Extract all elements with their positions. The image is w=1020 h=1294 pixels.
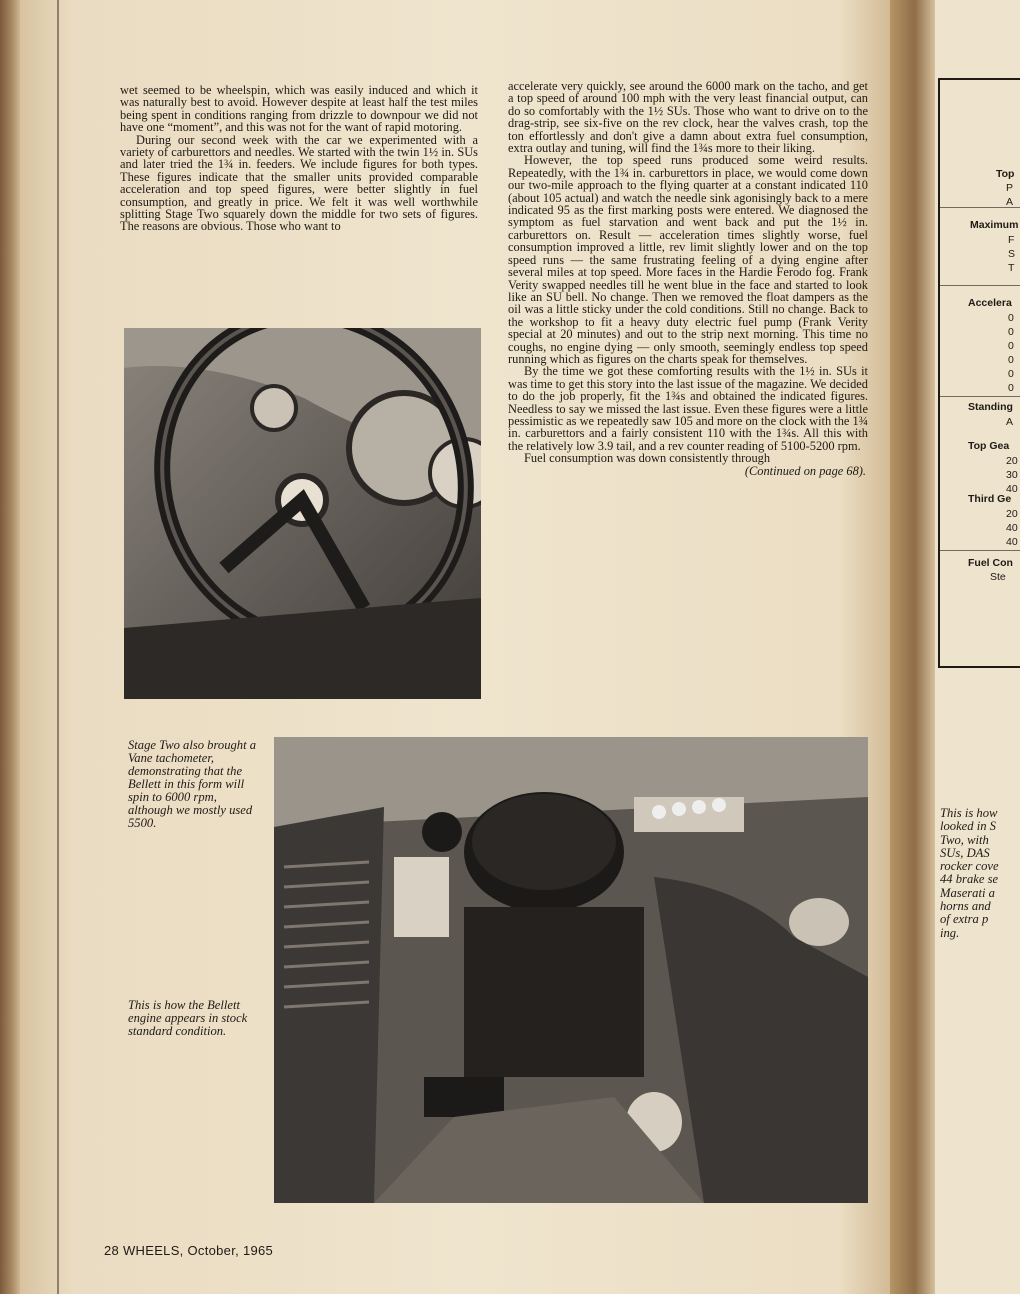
table-fragment: 0	[1008, 326, 1014, 338]
table-fragment: 0	[1008, 312, 1014, 324]
caption-line: Maserati a	[940, 885, 995, 900]
caption-line: This is how	[940, 806, 998, 820]
table-rule	[940, 285, 1020, 286]
caption-stage-two: Stage Two also brought a Vane tachometer, demonstrating that the Bellett in this form will spin to 6000 rpm, although we mostly used 5500.	[128, 738, 257, 830]
table-rule	[940, 396, 1020, 397]
engine-bay-photo	[274, 737, 868, 1203]
article-column-left	[120, 84, 478, 233]
table-fragment: 40	[1006, 483, 1018, 495]
table-fragment: A	[1006, 196, 1014, 208]
paragraph: During our second week with the car we experimented with a variety of carburettors and needles. We started with the twin 1½ in. SUs and later tried the 1¾ in. feeders. We include figures for both types. These figures indicate that the smaller units provided comparable acceleration and top speed figures, were better slightly in fuel consumption, and greatly in price. We felt it was well worthwhile splitting Stage Two squarely down the middle for two sets of figures. The reasons are obvious. Those who want to	[120, 132, 478, 234]
table-fragment: 20	[1006, 455, 1018, 467]
table-label: Fuel Con	[968, 557, 1013, 569]
table-fragment: A	[1006, 416, 1014, 428]
table-fragment: 40	[1006, 522, 1018, 534]
paragraph: accelerate very quickly, see around the 6000 mark on the tacho, and get a top speed of around 100 mph with the very least financial output, can do so comfortably with the 1½ SUs. Those who want to drive on to the drag-strip, see six-five on the rev clock, hear the valves crash, top the ton effortlessly and don't give a damn about extra fuel consumption, extra outlay and tuning, will find the 1¾s more to their liking.	[508, 79, 868, 156]
caption-line: SUs, DAS	[940, 845, 990, 860]
table-fragment: F	[1008, 234, 1015, 246]
table-rule	[940, 550, 1020, 551]
caption-stock-engine: This is how the Bellett engine appears in stock standard condition.	[128, 998, 248, 1038]
table-label: Third Ge	[968, 493, 1012, 505]
caption-line: horns and	[940, 899, 991, 914]
table-fragment: 20	[1006, 508, 1018, 520]
table-fragment: 40	[1006, 536, 1018, 548]
table-label: Standing	[968, 401, 1013, 413]
page-footer: 28 WHEELS, October, 1965	[104, 1243, 274, 1258]
table-fragment: 0	[1008, 340, 1014, 352]
engine-bay-illustration	[274, 737, 868, 1203]
table-label: Top	[996, 168, 1015, 180]
paragraph: wet seemed to be wheelspin, which was easily induced and which it was naturally best to avoid. However despite at least half the test miles being spent in conditions ranging from drizzle to downpour we did not have one “moment”, and this was not for the want of rapid motoring.	[120, 83, 478, 135]
continued-note: (Continued on page 68).	[744, 463, 866, 478]
caption-line: Two, with	[940, 832, 989, 847]
table-fragment: 0	[1008, 368, 1014, 380]
book-edge	[0, 0, 20, 1294]
paragraph: By the time we got these comforting results with the 1½ in. SUs it was time to get this story into the last issue of the magazine. We decided to do the job properly, fit the 1¾s and obtained the indicated figures. Needless to say we missed the last issue. Even these figures were a little pessimistic as we repeatedly saw 105 and more on the clock with the 1¾ in. carburettors and a fairly consistent 110 with the 1¾s. All this with the relatively low 3.9 tail, and a rev counter reading of 5100-5200 rpm.	[508, 364, 868, 453]
page-margin-rule	[57, 0, 59, 1294]
paragraph: Fuel consumption was down consistently through	[524, 451, 771, 466]
table-fragment: 0	[1008, 382, 1014, 394]
table-fragment: 0	[1008, 354, 1014, 366]
article-column-right	[508, 80, 868, 477]
table-label: Accelera	[968, 297, 1012, 309]
caption-line: looked in S	[940, 819, 996, 834]
table-fragment: Ste	[990, 571, 1006, 583]
caption-line: rocker cove	[940, 859, 999, 874]
table-fragment: P	[1006, 182, 1014, 194]
table-fragment: S	[1008, 248, 1016, 260]
table-fragment: T	[1008, 262, 1015, 274]
paragraph: However, the top speed runs produced some weird results. Repeatedly, with the 1¾ in. carburettors in place, we would come down our two-mile approach to the flying quarter at a constant indicated 110 (about 105 actual) and watch the needle sink agonisingly back to a mere indicated 95 as the first marking posts were entered. We diagnosed the symptom as fuel starvation and went back and put the 1½ in. carburettors on. Result — acceleration times slightly worse, fuel consumption improved a little, rev limit slightly lower and on the top speed runs — the same frustrating feeling of a dying engine after several miles at top speed. More faces in the Hardie Ferodo fog. Frank Verity swapped needles till he went blue in the face and started to look like an SU bell. No change. Then we removed the float dampers as the oil was a little sticky under the cold conditions. Still no change. Back to the workshop to fit a heavy duty electric fuel pump (Frank Verity special at 20 minutes) and out to the strip next morning. This time no coughs, no engine dying — only smooth, seemingly endless top speed running which as figures on the charts speak for themselves.	[508, 153, 868, 366]
next-page-caption	[940, 807, 999, 940]
table-fragment: 30	[1006, 469, 1018, 481]
caption-line: 44 brake se	[940, 872, 999, 887]
table-label: Top Gea	[968, 440, 1010, 452]
caption-line: ing.	[940, 925, 960, 940]
binding-gutter	[890, 0, 935, 1294]
dashboard-photo	[124, 328, 481, 699]
caption-line: of extra p	[940, 912, 989, 927]
table-label: Maximum	[970, 219, 1019, 231]
steering-wheel-illustration	[124, 328, 481, 699]
